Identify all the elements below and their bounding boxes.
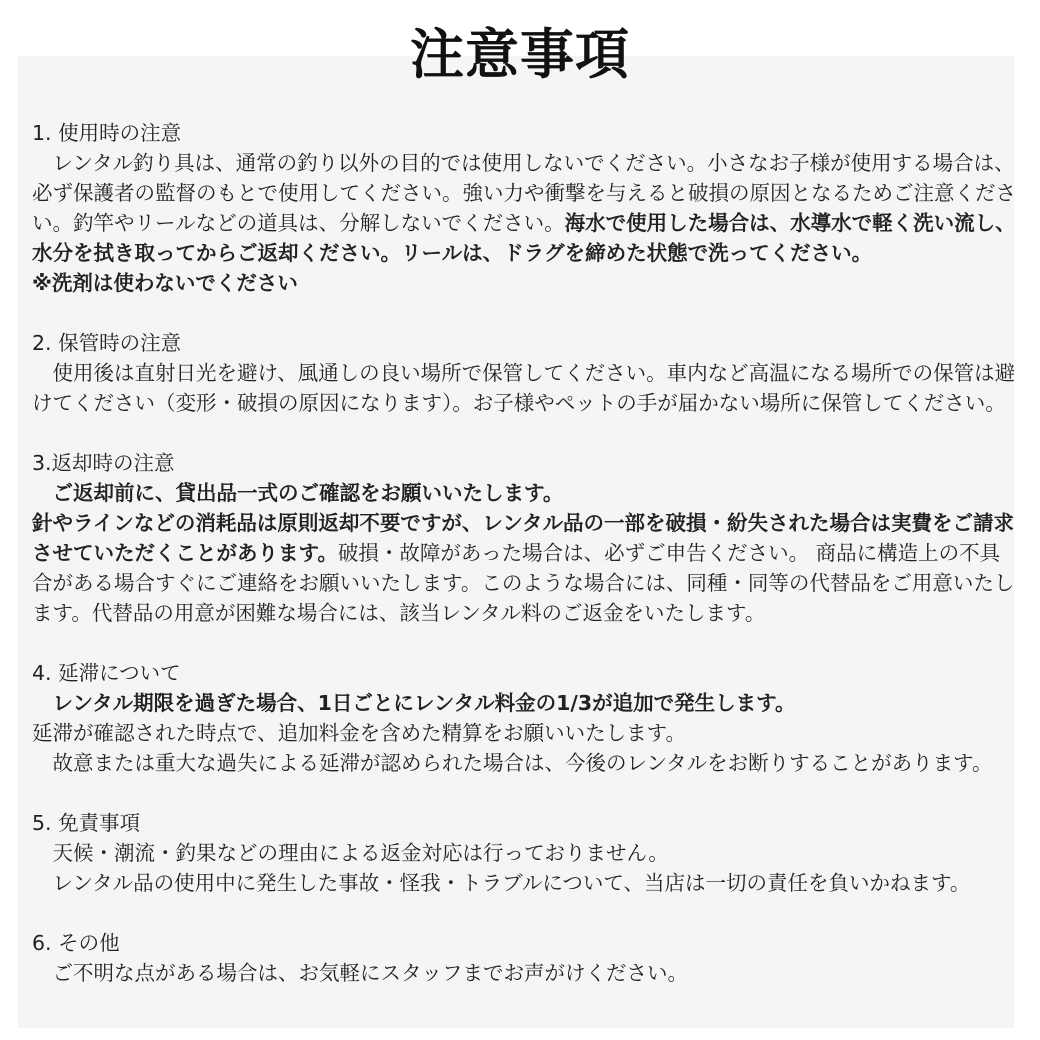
note-text: ※洗剤は使わないでください [32,271,298,295]
section-disclaimer [32,808,1020,898]
section-other [32,928,1020,988]
paragraph: 延滞が確認された時点で、追加料金を含めた精算をお願いいたします。 [32,721,686,745]
paragraph [32,148,1020,268]
paragraph: 故意または重大な過失による延滞が認められた場合は、今後のレンタルをお断りすることがあります。 [52,751,993,775]
section-heading: 4. 延滞について [32,661,181,685]
paragraph: 天候・潮流・釣果などの理由による返金対応は行っておりません。 [52,841,669,865]
section-heading: 2. 保管時の注意 [32,331,182,355]
section-usage-precautions [32,118,1020,298]
emphasized-paragraph: レンタル期限を過ぎた場合、1日ごとにレンタル料金の1/3が追加で発生します。 [52,691,796,715]
section-storage-precautions [32,328,1020,418]
emphasized-paragraph: ご返却前に、貸出品一式のご確認をお願いいたします。 [52,481,564,505]
section-heading: 3.返却時の注意 [32,451,175,475]
body-text: レンタル釣り具は、通常の釣り以外の目的では使用しないでください。小さなお子様が使用する場合は、必ず保護者の監督のもとで使用してください。強い力や衝撃を与えると破損の原因となるためご注意ください。釣竿やリールなどの道具は、分解しないでください。 [32,151,1016,235]
section-heading: 6. その他 [32,931,120,955]
section-return-precautions [32,448,1020,628]
paragraph [32,508,1020,628]
emphasized-text: 海水で使用した場合は、水導水で軽く洗い流し、水分を拭き取ってからご返却ください。リールは、ドラグを締めた状態で洗ってください。 [32,211,1016,265]
page-title: 注意事項 [410,23,630,86]
paragraph: レンタル品の使用中に発生した事故・怪我・トラブルについて、当店は一切の責任を負いかねます。 [52,871,971,895]
notice-content [32,118,1020,988]
section-late-return [32,658,1020,778]
section-heading: 5. 免責事項 [32,811,141,835]
body-text: 破損・故障があった場合は、必ずご申告ください。 商品に構造上の不具合がある場合すぐにご連絡をお願いいたします。このような場合には、同種・同等の代替品をご用意いたします。代替品の用意が困難な場合には、該当レンタル料のご返金をいたします。 [32,541,1015,625]
section-heading: 1. 使用時の注意 [32,121,182,145]
paragraph: ご不明な点がある場合は、お気軽にスタッフまでお声がけください。 [52,961,688,985]
paragraph: 使用後は直射日光を避け、風通しの良い場所で保管してください。車内など高温になる場所での保管は避けてください（変形・破損の原因になります）。お子様やペットの手が届かない場所に保管してください。 [32,361,1016,415]
emphasized-text: 針やラインなどの消耗品は原則返却不要ですが、レンタル品の一部を破損・紛失された場合は実費をご請求させていただくことがあります。 [32,511,1015,565]
